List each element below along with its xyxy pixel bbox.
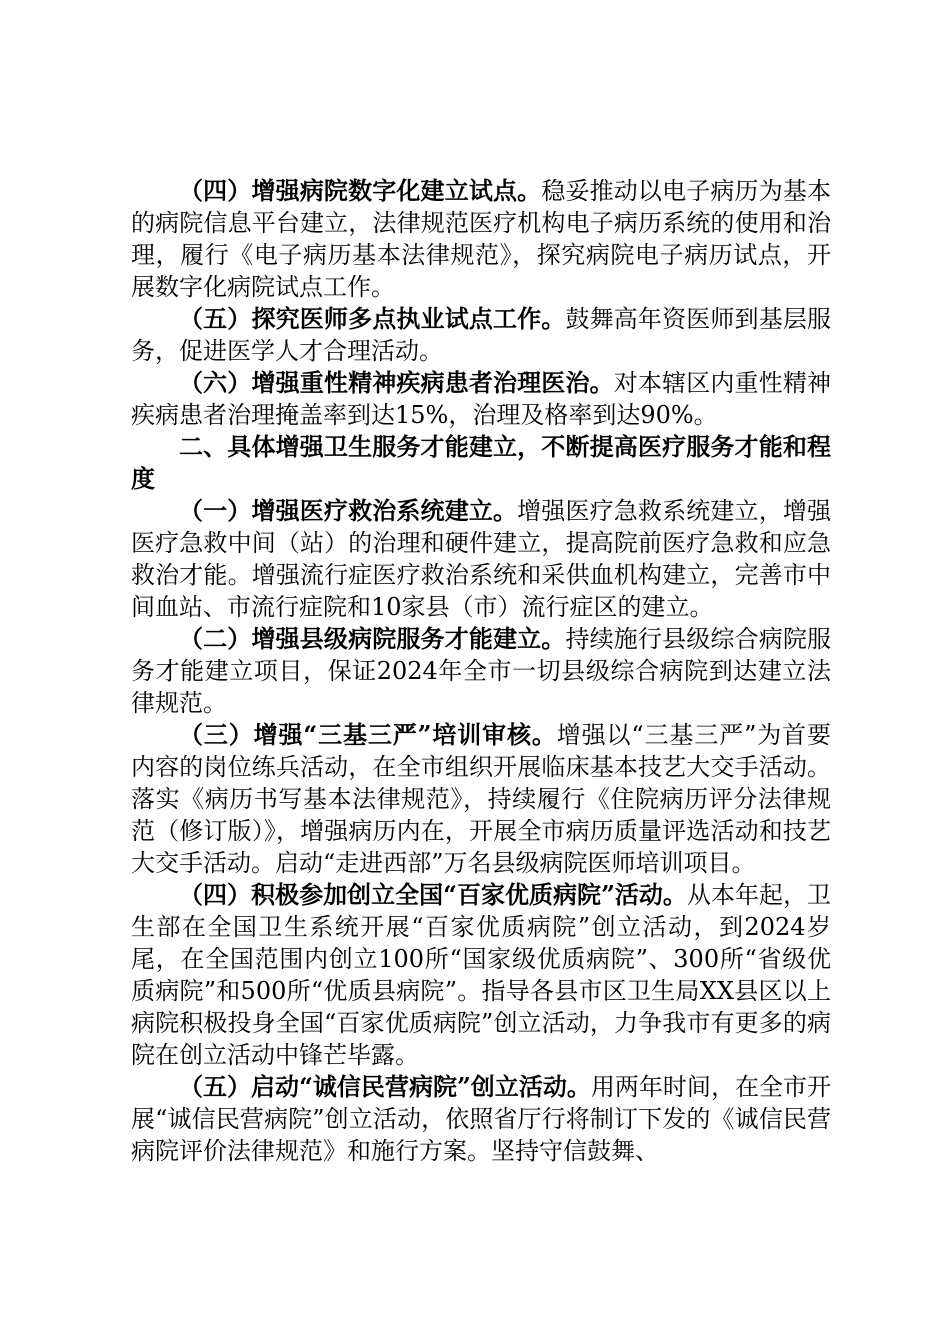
paragraph-heading: （四）积极参加创立全国“百家优质病院”活动。 (179, 880, 687, 909)
paragraph-heading: （六）增强重性精神疾病患者治理医治。 (179, 368, 614, 397)
paragraph-heading: （五）启动“诚信民营病院”创立活动。 (179, 1072, 591, 1101)
paragraph-mental-illness (131, 367, 831, 431)
paragraph-heading: （一）增强医疗救治系统建立。 (179, 496, 518, 525)
paragraph-text: 鼓舞高年资医师到基层服务，促进医学人才合理活动。 (131, 305, 832, 365)
paragraph-text: 稳妥推动以电子病历为基本的病院信息平台建立，法律规范医疗机构电子病历系统的使用和治理，履行《电子病历基本法律规范》，探究病院电子病历试点，开展数字化病院试点工作。 (131, 177, 832, 301)
paragraph-county-hospital (131, 623, 831, 719)
paragraph-heading: （四）增强病院数字化建立试点。 (179, 176, 542, 205)
section-heading: 二、具体增强卫生服务才能建立，不断提高医疗服务才能和程度 (131, 432, 831, 493)
paragraph-text: 对本辖区内重性精神疾病患者治理掩盖率到达15%，治理及格率到达90%。 (131, 369, 832, 429)
paragraph-private-hospitals (131, 1071, 831, 1167)
paragraph-heading: （五）探究医师多点执业试点工作。 (179, 304, 566, 333)
paragraph-heading: （二）增强县级病院服务才能建立。 (179, 624, 566, 653)
paragraph-text: 持续施行县级综合病院服务才能建立项目，保证2024年全市一切县级综合病院到达建立法律规范。 (131, 625, 832, 717)
paragraph-text: 用两年时间，在全市开展“诚信民营病院”创立活动，依照省厅行将制订下发的《诚信民营病院评价法律规范》和施行方案。坚持守信鼓舞、 (131, 1073, 832, 1165)
paragraph-quality-hospitals (131, 879, 831, 1071)
paragraph-emergency-system (131, 495, 831, 623)
paragraph-text: 增强医疗急救系统建立，增强医疗急救中间（站）的治理和硬件建立，提高院前医疗急救和应急救治才能。增强流行症医疗救治系统和采供血机构建立，完善市中间血站、市流行症院和10家县（市）流行症区的建立。 (131, 497, 832, 621)
section-heading-two (131, 431, 831, 495)
paragraph-text: 增强以“三基三严”为首要内容的岗位练兵活动，在全市组织开展临床基本技艺大交手活动。落实《病历书写基本法律规范》，持续履行《住院病历评分法律规范（修订版）》，增强病历内在，开展全市病历质量评选活动和技艺大交手活动。启动“走进西部”万名县级病院医师培训项目。 (131, 721, 832, 877)
paragraph-heading: （三）增强“三基三严”培训审核。 (179, 720, 557, 749)
paragraph-digital-hospital (131, 175, 831, 303)
paragraph-text: 从本年起，卫生部在全国卫生系统开展“百家优质病院”创立活动，到2024岁尾，在全国范围内创立100所“国家级优质病院”、300所“省级优质病院”和500所“优质县病院”。指导各县市区卫生局XX县区以上病院积极投身全国“百家优质病院”创立活动，力争我市有更多的病院在创立活动中锋芒毕露。 (131, 881, 832, 1069)
paragraph-multi-site-practice (131, 303, 831, 367)
paragraph-training-review (131, 719, 831, 879)
document-body (131, 175, 831, 1167)
